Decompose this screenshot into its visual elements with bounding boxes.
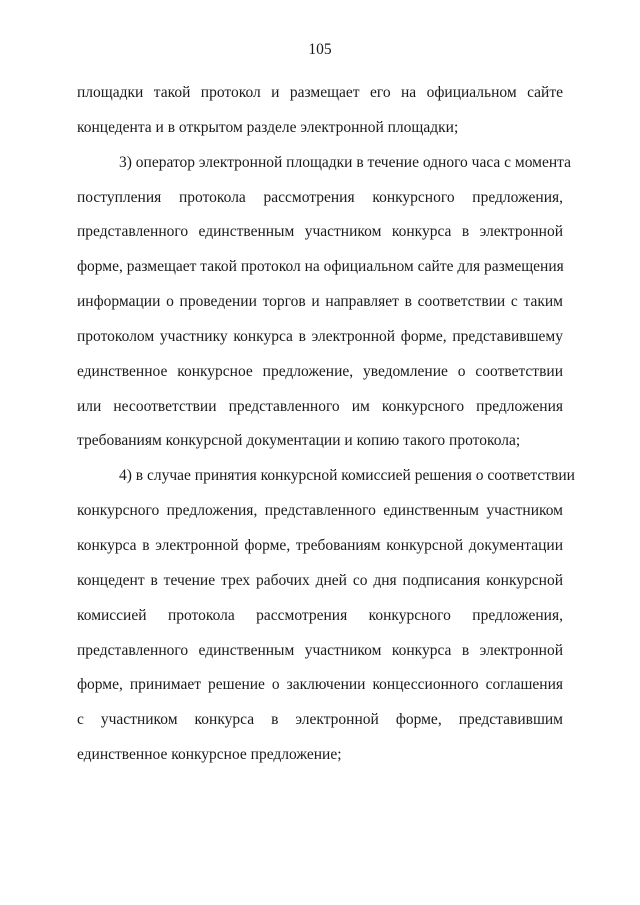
text-line: площадки такой протокол и размещает его на официальном сайте (77, 84, 563, 101)
text-line: комиссией протокола рассмотрения конкурсного предложения, (77, 606, 563, 624)
text-line: единственное конкурсное предложение; (77, 746, 342, 764)
text-line: конкурса в электронной форме, требованиям конкурсной документации (77, 536, 563, 554)
text-line: представленного единственным участником конкурса в электронной (77, 641, 563, 659)
text-line: 3) оператор электронной площадки в течение одного часа с момента (119, 153, 572, 171)
text-line: информации о проведении торгов и направляет в соответствии с таким (77, 293, 563, 311)
text-line: представленного единственным участником конкурса в электронной (77, 223, 563, 241)
text-line: концедент в течение трех рабочих дней со дня подписания конкурсной (77, 571, 563, 589)
text-line: протоколом участнику конкурса в электронной форме, представившему (77, 327, 563, 345)
text-line: или несоответствии представленного им конкурсного предложения (77, 397, 563, 415)
text-line: требованиям конкурсной документации и копию такого протокола; (77, 432, 521, 450)
page-number: 105 (308, 41, 332, 58)
text-line: поступления протокола рассмотрения конкурсного предложения, (77, 188, 563, 206)
text-line: единственное конкурсное предложение, уведомление о соответствии (77, 362, 563, 380)
text-line: с участником конкурса в электронной форме, представившим (77, 711, 563, 729)
text-line: форме, размещает такой протокол на официальном сайте для размещения (77, 258, 564, 276)
text-line: 4) в случае принятия конкурсной комиссией решения о соответствии (119, 467, 575, 485)
text-line: форме, принимает решение о заключении концессионного соглашения (77, 676, 563, 694)
text-line: конкурсного предложения, представленного единственным участником (77, 502, 563, 520)
document-body (77, 76, 575, 773)
text-line: концедента и в открытом разделе электронной площадки; (77, 118, 459, 136)
